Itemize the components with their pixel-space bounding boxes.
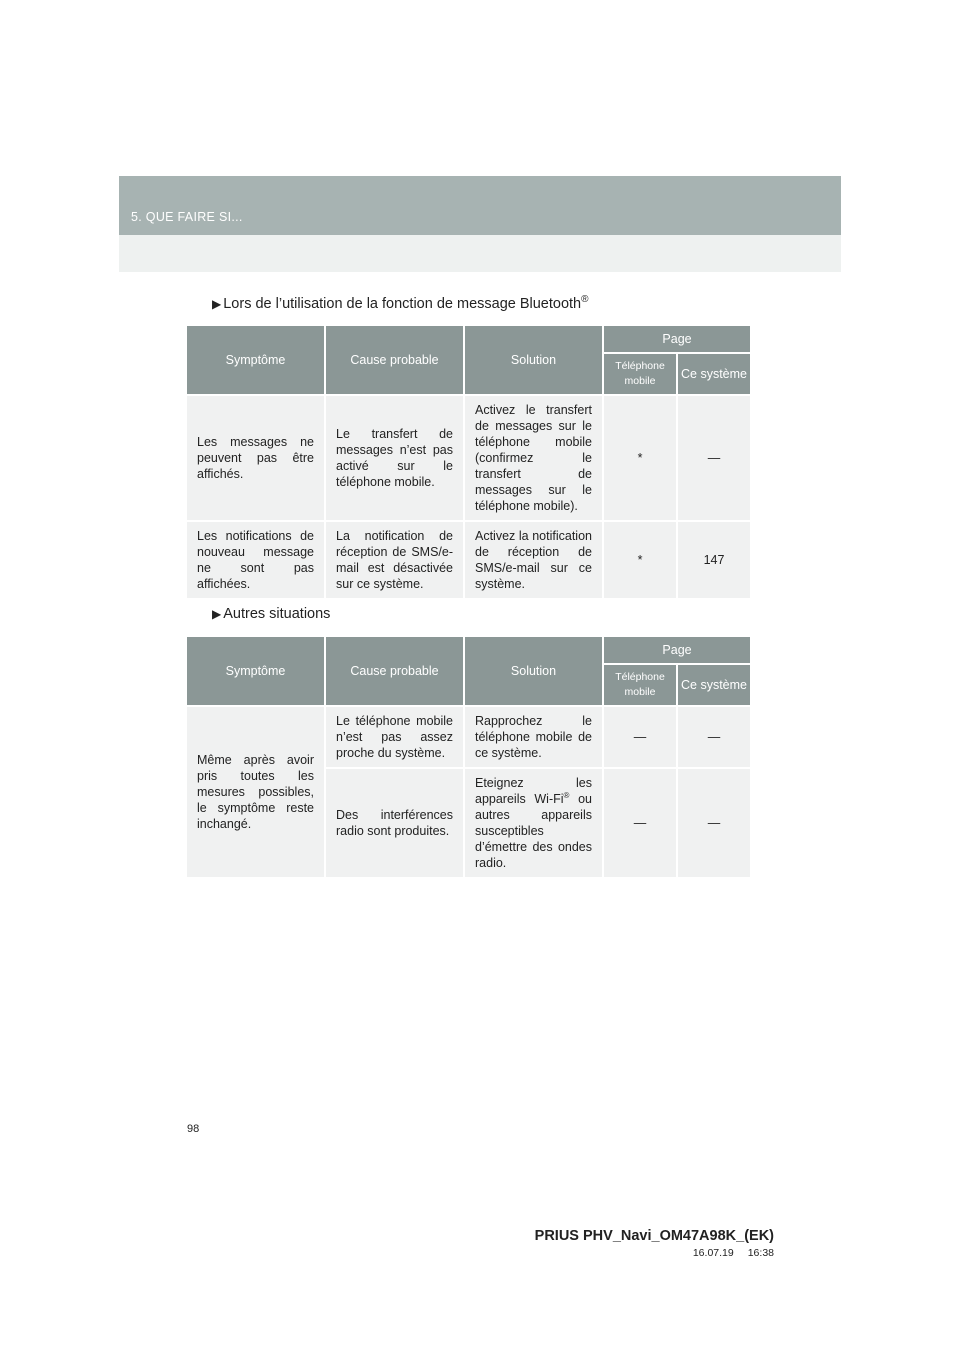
header-system: Ce système <box>678 665 750 707</box>
print-date: 16.07.19 16:38 <box>692 1247 774 1259</box>
cell-page-phone: — <box>604 769 678 879</box>
cell-page-phone: — <box>604 707 678 769</box>
header-cause: Cause probable <box>326 637 465 707</box>
header-phone: Téléphone mobile <box>604 354 678 396</box>
section-title-other: ▶ Autres situations <box>212 606 331 622</box>
table-row <box>187 396 750 522</box>
header-page: Page <box>604 326 750 354</box>
cell-symptom: Les notifications de nouveau message ne sont pas affichées. <box>187 522 326 600</box>
cell-symptom: Même après avoir pris toutes les mesures possibles, le symptôme reste inchangé. <box>187 707 326 879</box>
header-cause: Cause probable <box>326 326 465 396</box>
bluetooth-message-table <box>187 326 750 600</box>
table-row <box>187 707 750 769</box>
cell-cause: Des interférences radio sont produites. <box>326 769 465 879</box>
header-symptom: Symptôme <box>187 326 326 396</box>
cell-solution: Activez la notification de réception de SMS/e-mail sur ce système. <box>465 522 604 600</box>
table-row <box>187 522 750 600</box>
cell-page-system: — <box>678 396 750 522</box>
header-solution: Solution <box>465 326 604 396</box>
section-title-bluetooth: ▶ Lors de l’utilisation de la fonction de message Bluetooth® <box>212 294 589 312</box>
model-code: PRIUS PHV_Navi_OM47A98K_(EK) <box>534 1228 774 1244</box>
cell-page-system: 147 <box>678 522 750 600</box>
cell-cause: Le transfert de messages n’est pas activé sur le téléphone mobile. <box>326 396 465 522</box>
cell-solution: Activez le transfert de messages sur le téléphone mobile (confirmez le transfert de messages sur le téléphone mobile). <box>465 396 604 522</box>
cell-solution: Eteignez les appareils Wi-Fi® ou autres appareils susceptibles d’émettre des ondes radio. <box>465 769 604 879</box>
cell-cause: La notification de réception de SMS/e-mail est désactivée sur ce système. <box>326 522 465 600</box>
other-situations-table <box>187 637 750 879</box>
cell-symptom: Les messages ne peuvent pas être affichés. <box>187 396 326 522</box>
cell-solution: Rapprochez le téléphone mobile de ce système. <box>465 707 604 769</box>
header-phone: Téléphone mobile <box>604 665 678 707</box>
chapter-header-subband <box>119 235 841 272</box>
header-system: Ce système <box>678 354 750 396</box>
arrow-right-icon: ▶ <box>212 607 222 621</box>
cell-page-system: — <box>678 707 750 769</box>
chapter-title: 5. QUE FAIRE SI... <box>131 210 243 224</box>
header-page: Page <box>604 637 750 665</box>
page-number: 98 <box>187 1123 200 1135</box>
cell-cause: Le téléphone mobile n’est pas assez proche du système. <box>326 707 465 769</box>
header-symptom: Symptôme <box>187 637 326 707</box>
chapter-header <box>119 176 841 235</box>
cell-page-phone: * <box>604 396 678 522</box>
cell-page-system: — <box>678 769 750 879</box>
arrow-right-icon: ▶ <box>212 296 222 311</box>
cell-page-phone: * <box>604 522 678 600</box>
header-solution: Solution <box>465 637 604 707</box>
